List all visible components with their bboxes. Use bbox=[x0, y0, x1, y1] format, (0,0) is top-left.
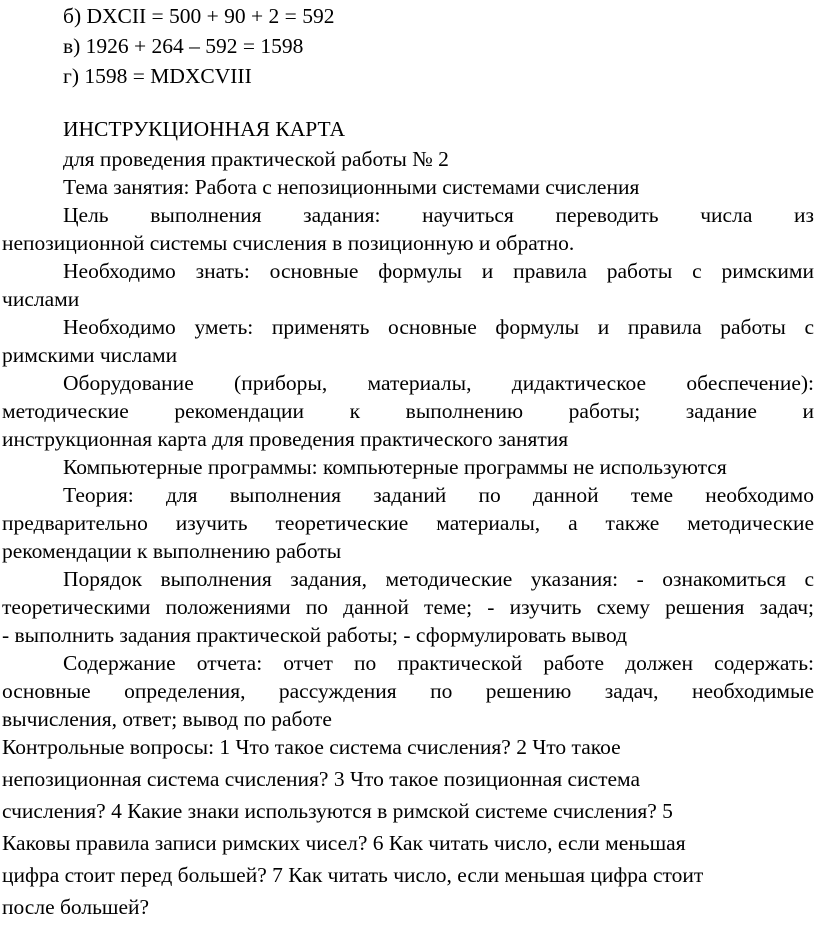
software-line: Компьютерные программы: компьютерные программы не используются bbox=[63, 455, 727, 479]
questions-line-1: Контрольные вопросы: 1 Что такое система счисления? 2 Что такое bbox=[2, 735, 621, 759]
goal-line-2: непозиционной системы счисления в позиционную и обратно. bbox=[2, 231, 575, 255]
solution-line-g: г) 1598 = MDXCVIII bbox=[63, 64, 252, 88]
questions-line-3: счисления? 4 Какие знаки используются в римской системе счисления? 5 bbox=[2, 799, 673, 823]
equipment-line-1: Оборудование (приборы, материалы, дидактическое обеспечение): bbox=[63, 371, 814, 395]
card-title: ИНСТРУКЦИОННАЯ КАРТА bbox=[63, 117, 346, 141]
goal-line-1: Цель выполнения задания: научиться переводить числа из bbox=[63, 203, 814, 227]
skills-line-2: римскими числами bbox=[2, 343, 178, 367]
procedure-line-2: теоретическими положениями по данной теме; - изучить схему решения задач; bbox=[2, 595, 814, 619]
topic-line: Тема занятия: Работа с непозиционными системами счисления bbox=[63, 175, 640, 199]
report-line-1: Содержание отчета: отчет по практической работе должен содержать: bbox=[63, 651, 814, 675]
solution-line-b: б) DXCII = 500 + 90 + 2 = 592 bbox=[63, 4, 335, 28]
procedure-line-3: - выполнить задания практической работы; - сформулировать вывод bbox=[2, 623, 628, 647]
procedure-line-1: Порядок выполнения задания, методические указания: - ознакомиться с bbox=[63, 567, 814, 591]
equipment-line-3: инструкционная карта для проведения практического занятия bbox=[2, 427, 569, 451]
solution-line-v: в) 1926 + 264 – 592 = 1598 bbox=[63, 34, 304, 58]
theory-line-3: рекомендации к выполнению работы bbox=[2, 539, 342, 563]
equipment-line-2: методические рекомендации к выполнению работы; задание и bbox=[2, 399, 814, 423]
theory-line-1: Теория: для выполнения заданий по данной теме необходимо bbox=[63, 483, 814, 507]
report-line-2: основные определения, рассуждения по решению задач, необходимые bbox=[2, 679, 814, 703]
questions-line-5: цифра стоит перед большей? 7 Как читать число, если меньшая цифра стоит bbox=[2, 863, 704, 887]
theory-line-2: предварительно изучить теоретические материалы, а также методические bbox=[2, 511, 814, 535]
report-line-3: вычисления, ответ; вывод по работе bbox=[2, 707, 332, 731]
know-line-1: Необходимо знать: основные формулы и правила работы с римскими bbox=[63, 259, 814, 283]
card-subtitle: для проведения практической работы № 2 bbox=[63, 147, 449, 171]
questions-line-4: Каковы правила записи римских чисел? 6 Как читать число, если меньшая bbox=[2, 831, 686, 855]
questions-line-2: непозиционная система счисления? 3 Что такое позиционная система bbox=[2, 767, 641, 791]
skills-line-1: Необходимо уметь: применять основные формулы и правила работы с bbox=[63, 315, 814, 339]
know-line-2: числами bbox=[2, 287, 80, 311]
questions-line-6: после большей? bbox=[2, 895, 150, 919]
